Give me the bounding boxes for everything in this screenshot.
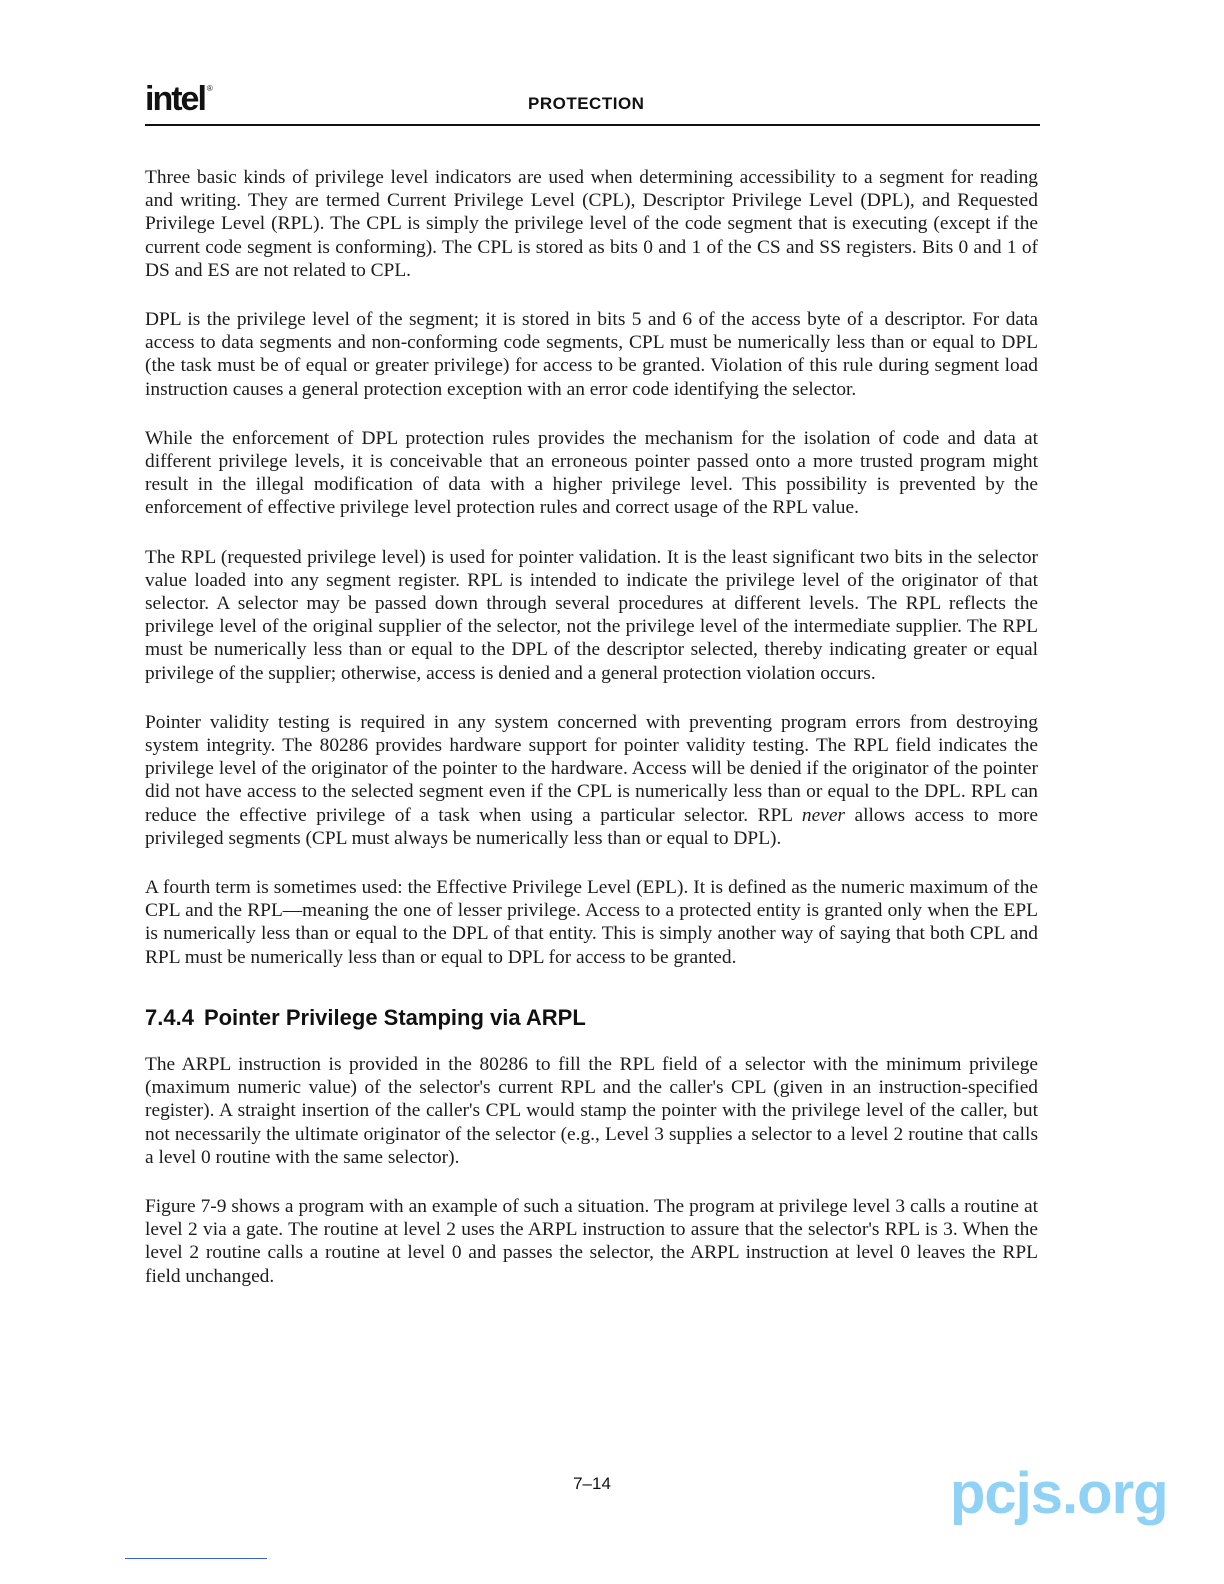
paragraph-epl: A fourth term is sometimes used: the Effective Privilege Level (EPL). It is defined as the numeric maximum of the CPL and the RPL—meaning the one of lesser privilege. Access to a protected entity is granted only when the EPL is numerically less than or equal to the DPL of that entity. This is simply another way of saying that both CPL and RPL must be numerically less than or equal to DPL for access to be granted. <box>145 877 1038 968</box>
pointer-validity-text-a: Pointer validity testing is required in any system concerned with preventing program errors from destroying system integrity. The 80286 provides hardware support for pointer validity testing. The RPL field indicates the privilege level of the originator of the pointer to the hardware. Access will be denied if the originator of the pointer did not have access to the selected segment even if the CPL is numerically less than or equal to the DPL. RPL can reduce the effective privilege of a task when using a particular selector. RPL <box>145 711 1038 826</box>
footer-link-underline <box>125 1558 267 1559</box>
paragraph-figure-reference: Figure 7-9 shows a program with an example of such a situation. The program at privilege level 3 calls a routine at level 2 via a gate. The routine at level 2 uses the ARPL instruction to assure that the selector's RPL is 3. When the level 2 routine calls a routine at level 0 and passes the selector, the ARPL instruction at level 0 leaves the RPL field unchanged. <box>145 1195 1038 1287</box>
paragraph-privilege-indicators: Three basic kinds of privilege level indicators are used when determining accessibility to a segment for reading and writing. They are termed Current Privilege Level (CPL), Descriptor Privilege Level (DPL), and Requested Privilege Level (RPL). The CPL is simply the privilege level of the code segment that is executing (except if the current code segment is conforming). The CPL is stored as bits 0 and 1 of the CS and SS registers. Bits 0 and 1 of DS and ES are not related to CPL. <box>145 167 1038 281</box>
paragraph-arpl: The ARPL instruction is provided in the 80286 to fill the RPL field of a selector with the minimum privilege (maximum numeric value) of the selector's current RPL and the caller's CPL (given in an instruction-specified register). A straight insertion of the caller's CPL would stamp the pointer with the privilege level of the caller, but not necessarily the ultimate originator of the selector (e.g., Level 3 supplies a selector to a level 2 routine that calls a level 0 routine with the same selector). <box>145 1053 1038 1168</box>
page-body <box>145 166 1038 1314</box>
logo-text: intel <box>145 80 205 118</box>
paragraph-dpl: DPL is the privilege level of the segment; it is stored in bits 5 and 6 of the access byte of a descriptor. For data access to data segments and non-conforming code segments, CPL must be numerically less than or equal to DPL (the task must be of equal or greater privilege) for access to be granted. Violation of this rule during segment load instruction causes a general protection exception with an error code identifying the selector. <box>145 309 1038 400</box>
section-title: PROTECTION <box>528 94 645 113</box>
paragraph-pointer-validity <box>145 711 1038 850</box>
section-number: 7.4.4 <box>145 1004 194 1030</box>
header-rule <box>145 124 1040 126</box>
section-heading <box>145 1005 1038 1031</box>
emphasis-never: never <box>801 804 845 826</box>
page-header <box>145 74 1040 126</box>
intel-logo <box>145 80 211 119</box>
page-number: 7–14 <box>573 1474 611 1493</box>
pcjs-watermark: pcjs.org <box>950 1461 1168 1526</box>
registered-mark: ® <box>206 84 211 93</box>
paragraph-rpl: The RPL (requested privilege level) is used for pointer validation. It is the least significant two bits in the selector value loaded into any segment register. RPL is intended to indicate the privilege level of the originator of that selector. A selector may be passed down through several procedures at different levels. The RPL reflects the privilege level of the original supplier of the selector, not the privilege level of the intermediate supplier. The RPL must be numerically less than or equal to the DPL of the descriptor selected, thereby indicating greater or equal privilege of the supplier; otherwise, access is denied and a general protection violation occurs. <box>145 546 1038 684</box>
section-heading-title: Pointer Privilege Stamping via ARPL <box>203 1004 586 1030</box>
pointer-validity-text-b: allows access to more privileged segments (CPL must always be numerically less than or equal to DPL). <box>145 804 1038 849</box>
paragraph-dpl-enforcement: While the enforcement of DPL protection rules provides the mechanism for the isolation of code and data at different privilege levels, it is conceivable that an erroneous pointer passed onto a more trusted program might result in the illegal modification of data with a higher privilege level. This possibility is prevented by the enforcement of effective privilege level protection rules and correct usage of the RPL value. <box>145 427 1038 519</box>
